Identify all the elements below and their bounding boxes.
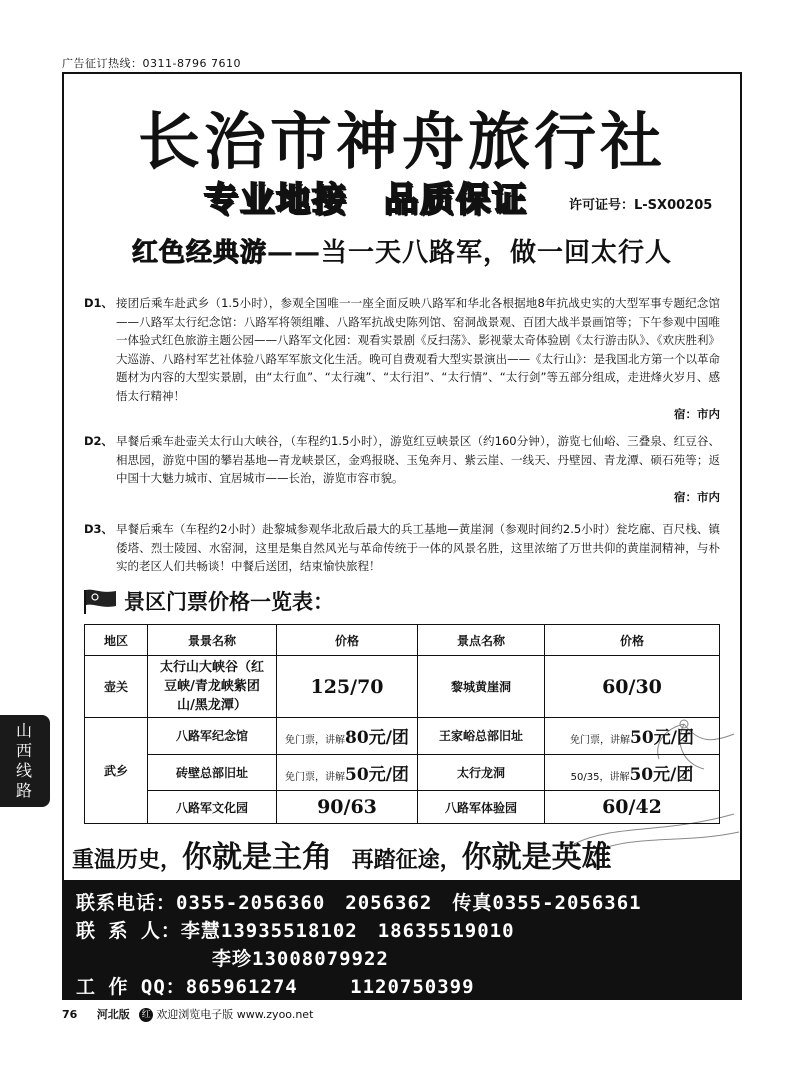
contact-phone: 联系电话：0355-2056360 2056362 传真0355-2056361 [76, 892, 642, 914]
region-cell: 壶关 [85, 656, 148, 718]
ticket-title: 景区门票价格一览表： [124, 590, 334, 614]
day-description: 早餐后乘车赴壶关太行山大峡谷，（车程约1.5小时），游览红豆峡景区（约160分钟），游览七仙峪、三叠泉、红豆谷、相思园，游览中国的攀岩基地—青龙峡景区，金鸡报晓、玉兔奔月、紫云崖、一线天、丹壁园、青龙潭、硕石苑等；返中国十大魅力城市、宜居城市——长治，游览市容市貌。 [116, 434, 720, 485]
motto [72, 832, 740, 876]
col-price-2: 价格 [545, 625, 720, 656]
slogan-professional: 专业地接 [204, 180, 348, 220]
itinerary-day-1 [84, 294, 720, 424]
scenic-name-cell: 太行龙洞 [418, 754, 545, 791]
scenic-name-cell: 八路军纪念馆 [148, 718, 277, 755]
table-row [85, 656, 720, 718]
slogan [204, 172, 528, 221]
side-tab-shanxi-routes [0, 715, 50, 807]
red-tour-name: 红色经典游 [131, 238, 267, 268]
red-tour-heading [64, 232, 740, 269]
contact-person: 联 系 人：李慧13935518102 18635519010 [76, 920, 515, 942]
contact-block [64, 880, 740, 1000]
table-row [85, 754, 720, 791]
scenic-name-cell: 砖壁总部旧址 [148, 754, 277, 791]
price-cell: 90/63 [277, 791, 418, 824]
page-footer [62, 1006, 313, 1022]
day-stay: 宿：市内 [674, 407, 720, 421]
price-cell: 免门票，讲解50元/团 [277, 754, 418, 791]
day-label: D2、 [84, 434, 114, 448]
red-tour-tagline: ——当一天八路军，做一回太行人 [267, 238, 673, 268]
scenic-name-cell: 太行山大峡谷（红豆峡/青龙峡紫团山/黑龙潭） [148, 656, 277, 718]
motto-part-3: 再踏征途， [351, 848, 462, 873]
logo-icon: 红 [139, 1008, 153, 1022]
page-number: 76 [62, 1008, 78, 1021]
scenic-name-cell: 黎城黄崖洞 [418, 656, 545, 718]
motto-part-2: 你就是主角 [182, 840, 333, 875]
motto-part-1: 重温历史， [72, 848, 183, 873]
footer-website: 欢迎浏览电子版 www.zyoo.net [156, 1008, 314, 1021]
day-stay: 宿：市内 [674, 489, 720, 504]
motto-part-4: 你就是英雄 [461, 840, 612, 875]
table-row [85, 718, 720, 755]
col-scenic-name: 景景名称 [148, 625, 277, 656]
agency-title: 长治市神舟旅行社 [137, 105, 666, 178]
day-description: 早餐后乘车（车程约2小时）赴黎城参观华北敌后最大的兵工基地—黄崖洞（参观时间约2.5小时）瓮圪廊、百尺栈、镇倭塔、烈士陵园、水窑洞，这里是集自然风光与革命传统于一体的风景名胜，这里浓缩了万世共仰的黄崖洞精神，与朴实的老区人们共畅谈！中餐后送团，结束愉快旅程！ [116, 522, 720, 573]
price-cell: 60/30 [545, 656, 720, 718]
price-cell: 免门票，讲解80元/团 [277, 718, 418, 755]
day-label: D1、 [84, 296, 114, 310]
day-label: D3、 [84, 522, 114, 536]
license-number: 许可证号：L-SX00205 [569, 198, 713, 213]
party-flag-icon [82, 588, 118, 614]
table-row [85, 791, 720, 824]
day-description: 接团后乘车赴武乡（1.5小时），参观全国唯一一座全面反映八路军和华北各根据地8年抗战史实的大型军事专题纪念馆——八路军太行纪念馆：八路军将领组雕、八路军抗战史陈列馆、窑洞战景观、百团大战半景画馆等；下午参观中国唯一体验式红色旅游主题公园——八路军文化园：观看实景剧《反扫荡》、影视蒙太奇体验剧《太行游击队》、《欢庆胜利》大巡游、八路村军艺社体验八路军军旅文化生活。晚可自费观看大型实景演出——《太行山》：是我国北方第一个以革命题材为内容的大型实景剧，由“太行血”、“太行魂”、“太行泪”、“太行情”、“太行剑”等五部分组成，走进烽火岁月、感悟太行精神！ [116, 296, 720, 403]
edition: 河北版 [96, 1008, 130, 1021]
price-cell: 50/35，讲解50元/团 [545, 754, 720, 791]
itinerary-day-2 [84, 432, 720, 506]
scenic-name-cell: 八路军文化园 [148, 791, 277, 824]
col-scenic-name-2: 景点名称 [418, 625, 545, 656]
price-cell: 125/70 [277, 656, 418, 718]
ad-hotline: 广告征订热线：0311-8796 7610 [62, 57, 241, 70]
scenic-name-cell: 王家峪总部旧址 [418, 718, 545, 755]
region-cell: 武乡 [85, 718, 148, 824]
col-region: 地区 [85, 625, 148, 656]
ad-frame [62, 72, 742, 1000]
table-header-row [85, 625, 720, 656]
ticket-price-table [84, 624, 720, 824]
price-cell: 60/42 [545, 791, 720, 824]
price-cell: 免门票，讲解50元/团 [545, 718, 720, 755]
slogan-quality: 品质保证 [384, 180, 528, 220]
side-tab-label: 山西线路 [15, 721, 32, 800]
contact-qq: 工 作 QQ：865961274 1120750399 [76, 976, 475, 998]
scenic-name-cell: 八路军体验园 [418, 791, 545, 824]
col-price: 价格 [277, 625, 418, 656]
itinerary-day-3 [84, 520, 720, 576]
contact-person-2: 李珍13008079922 [212, 948, 389, 970]
